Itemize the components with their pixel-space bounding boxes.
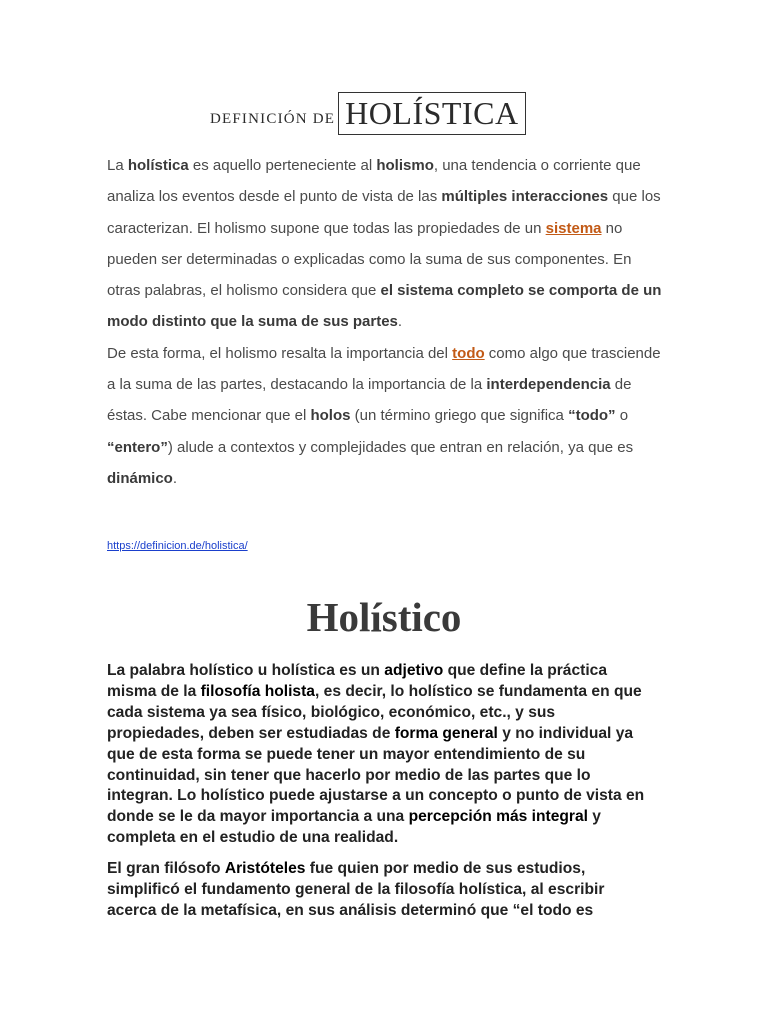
bold-term: dinámico [107, 469, 173, 487]
definition-paragraph-1: La holística es aquello perteneciente al holismo, una tendencia o corriente que analiza los eventos desde el punto de vista de las múltiples interacciones que los caracterizan. El holismo supone que todas las propiedades de un sistema no pueden ser determinadas o explicadas como la suma de sus componentes. En otras palabras, el holismo considera que el sistema completo se comporta de un modo distinto que la suma de sus partes. [107, 157, 662, 331]
sistema-link[interactable]: sistema [545, 219, 602, 237]
bold-term: interdependencia [486, 376, 611, 394]
bold-term: forma general [394, 724, 498, 742]
definition-heading-prefix: DEFINICIÓN DE [210, 111, 336, 127]
bold-term: Aristóteles [224, 860, 306, 878]
source-url-link[interactable]: https://definicion.de/holistica/ [107, 540, 248, 552]
bold-term: filosofía holista [200, 682, 315, 700]
definition-paragraph-2: De esta forma, el holismo resalta la importancia del todo como algo que trasciende a la suma de las partes, destacando la importancia de la interdependencia de éstas. Cabe mencionar que el holos (un término griego que significa “todo” o “entero”) alude a contextos y complejidades que entran en relación, ya que es dinámico. [107, 344, 661, 487]
holistico-paragraph-2: El gran filósofo Aristóteles fue quien por medio de sus estudios, simplificó el fundamento general de la filosofía holística, al escribir acerca de la metafísica, en sus análisis determinó que “el todo es [107, 860, 605, 919]
definition-heading [210, 92, 526, 135]
bold-term: “entero” [107, 438, 168, 456]
bold-term: holística [127, 157, 189, 174]
bold-term: holismo [376, 157, 434, 174]
bold-term: “todo” [568, 407, 616, 425]
bold-term: adjetivo [384, 662, 444, 679]
bold-term: holos [310, 407, 351, 425]
bold-term: múltiples interacciones [441, 188, 609, 206]
definition-heading-term: HOLÍSTICA [338, 92, 525, 135]
holistico-body [107, 661, 652, 932]
bold-term: percepción más integral [408, 808, 588, 826]
bold-term: el sistema completo se comporta de un modo distinto que la suma de sus partes [107, 282, 662, 331]
todo-link[interactable]: todo [452, 344, 485, 362]
holistico-paragraph-1: La palabra holístico u holística es un adjetivo que define la práctica misma de la filosofía holista, es decir, lo holístico se fundamenta en que cada sistema ya sea físico, biológico, económico, etc., y sus propiedades, deben ser estudiadas de forma general y no individual ya que de esta forma se puede tener un mayor entendimiento de su continuidad, sin tener que hacerlo por medio de las partes que lo integran. Lo holístico puede ajustarse a un concepto o punto de vista en donde se le da mayor importancia a una percepción más integral y completa en el estudio de una realidad. [107, 662, 645, 847]
definition-body [107, 150, 667, 494]
section-title: Holístico [306, 594, 462, 640]
